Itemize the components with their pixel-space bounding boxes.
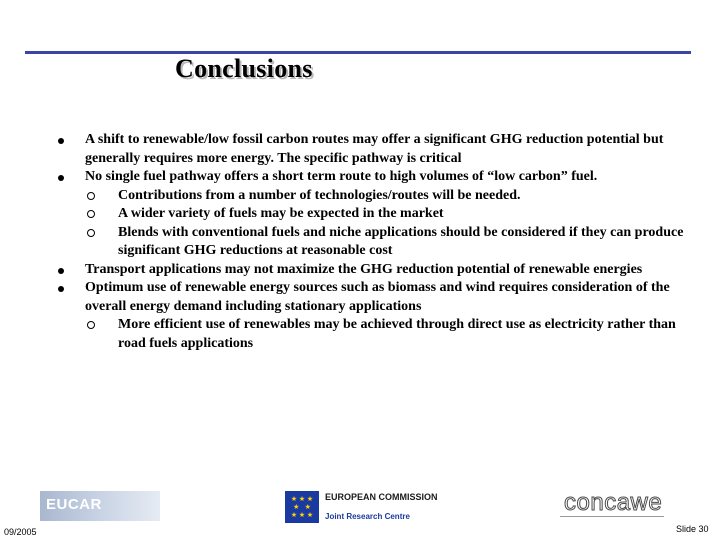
bullet-dot-icon (58, 286, 64, 292)
sub-bullet-item: Blends with conventional fuels and niche applications should be considered if they can produce significant GHG reductions at reasonable cost (58, 224, 688, 261)
bullet-ring-icon (87, 229, 95, 237)
sub-bullet-item: More efficient use of renewables may be achieved through direct use as electricity rather than road fuels applications (58, 316, 688, 353)
bullet-ring-icon (87, 210, 95, 218)
bullet-list (58, 131, 688, 353)
concawe-underline (560, 516, 664, 517)
bullet-dot-icon (58, 175, 64, 181)
concawe-logo: concawe (564, 489, 663, 516)
bullet-item: No single fuel pathway offers a short term route to high volumes of “low carbon” fuel. (58, 168, 688, 187)
sub-bullet-item: A wider variety of fuels may be expected in the market (58, 205, 688, 224)
eucar-logo: EUCAR (40, 491, 160, 521)
bullet-item: A shift to renewable/low fossil carbon routes may offer a significant GHG reduction potential but generally requires more energy. The specific pathway is critical (58, 131, 688, 168)
bullet-dot-icon (58, 138, 64, 144)
eu-flag-icon: ★ ★ ★ ★ ★ ★ ★ ★ (285, 491, 319, 523)
bullet-item: Optimum use of renewable energy sources such as biomass and wind requires consideration of the overall energy demand including stationary applications (58, 279, 688, 316)
bullet-ring-icon (87, 192, 95, 200)
title-underline (25, 51, 691, 54)
slide-number: Slide 30 (676, 524, 709, 534)
slide-title: Conclusions (175, 54, 313, 83)
european-commission-logo: ★ ★ ★ ★ ★ ★ ★ ★ EUROPEAN COMMISSION Joint Research Centre (285, 491, 445, 524)
footer-date: 09/2005 (4, 527, 37, 537)
bullet-dot-icon (58, 268, 64, 274)
sub-bullet-item: Contributions from a number of technologies/routes will be needed. (58, 187, 688, 206)
bullet-ring-icon (87, 321, 95, 329)
bullet-item: Transport applications may not maximize the GHG reduction potential of renewable energies (58, 261, 688, 280)
